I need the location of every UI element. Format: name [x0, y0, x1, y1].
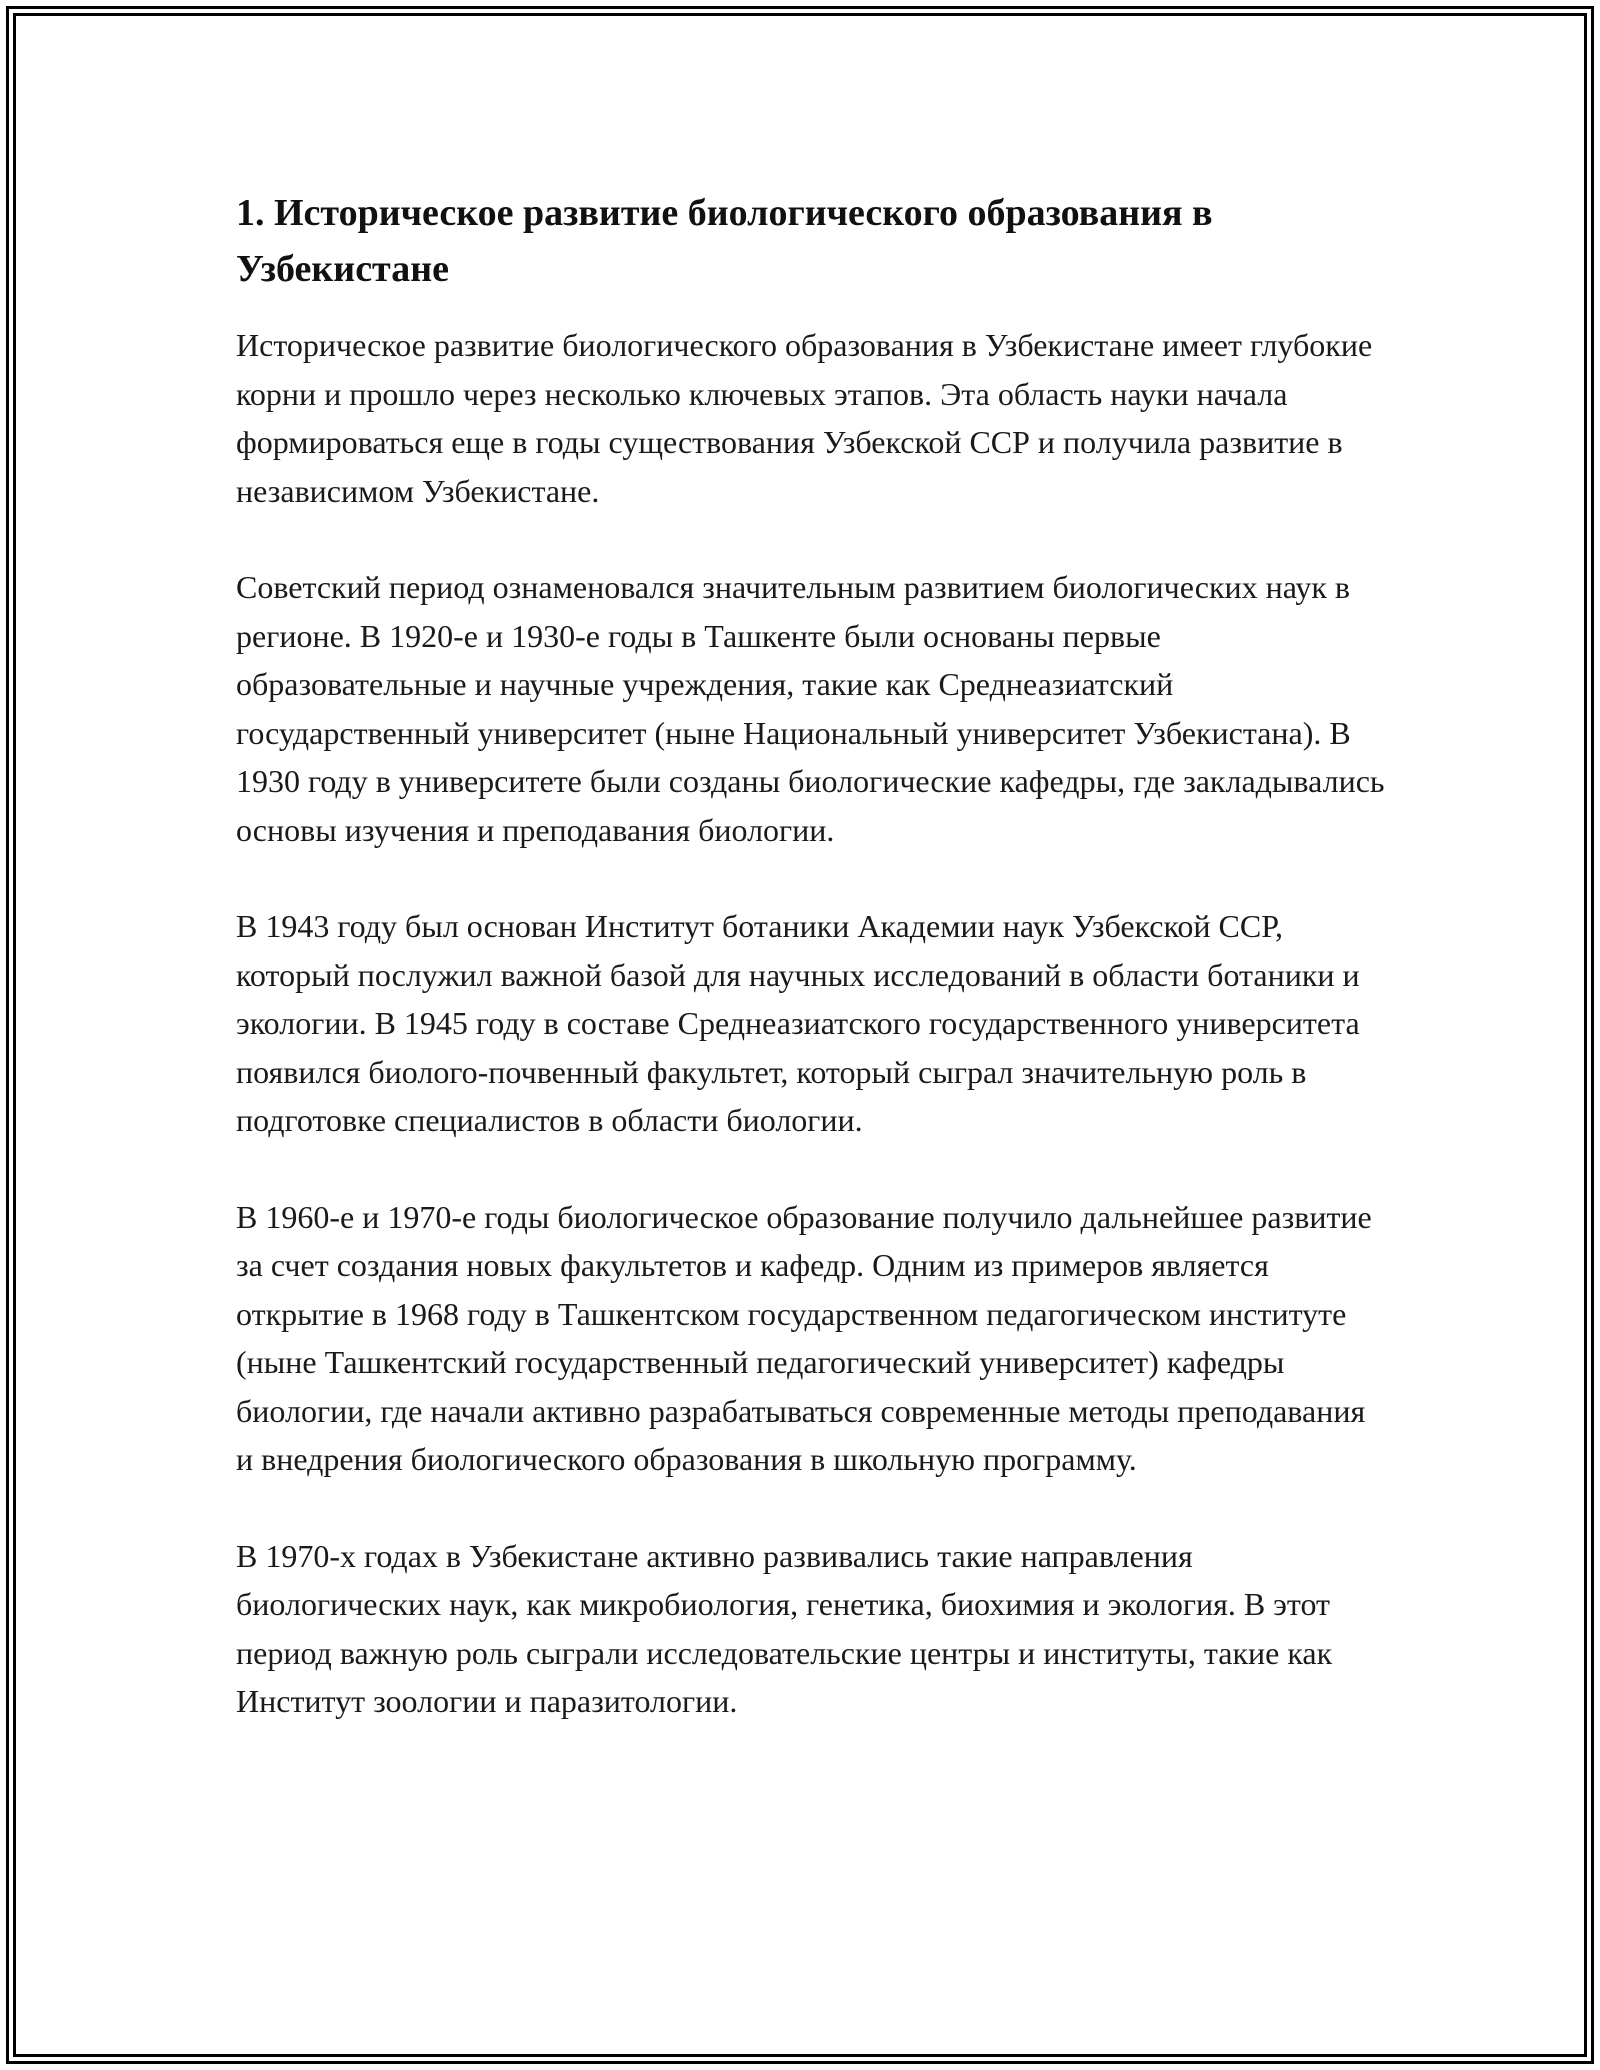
paragraph-1970s-directions: В 1970-х годах в Узбекистане активно развивались такие направления биологических наук, как микробиология, генетика, биохимия и экология. В этот период важную роль сыграли исследовательские центры и институты, такие как Институт зоологии и паразитологии. — [236, 1537, 1333, 1719]
paragraph-1943-institute: В 1943 году был основан Институт ботаники Академии наук Узбекской ССР, который послужил важной базой для научных исследований в области ботаники и экологии. В 1945 году в составе Среднеазиатского государственного университета появился биолого-почвенный факультет, который сыграл значительную роль в подготовке специалистов в области биологии. — [236, 908, 1360, 1138]
section-heading: 1. Историческое развитие биологического образования в Узбекистане — [236, 192, 1213, 290]
paragraph-1960s-1970s: В 1960-е и 1970-е годы биологическое образование получило дальнейшее развитие за счет создания новых факультетов и кафедр. Одним из примеров является открытие в 1968 году в Ташкентском государственном педагогическом институте (ныне Ташкентский государственный педагогический университет) кафедры биологии, где начали активно разрабатываться современные методы преподавания и внедрения биологического образования в школьную программу. — [236, 1198, 1372, 1477]
paragraph-soviet-period: Советский период ознаменовался значительным развитием биологических наук в регионе. В 1920-е и 1930-е годы в Ташкенте были основаны первые образовательные и научные учреждения, такие как Среднеазиатский государственный университет (ныне Национальный университет Узбекистана). В 1930 году в университете были созданы биологические кафедры, где закладывались основы изучения и преподавания биологии. — [236, 569, 1385, 848]
paragraph-intro: Историческое развитие биологического образования в Узбекистане имеет глубокие корни и прошло через несколько ключевых этапов. Эта область науки начала формироваться еще в годы существования Узбекской ССР и получила развитие в независимом Узбекистане. — [236, 327, 1373, 509]
document-body — [236, 185, 1386, 1774]
